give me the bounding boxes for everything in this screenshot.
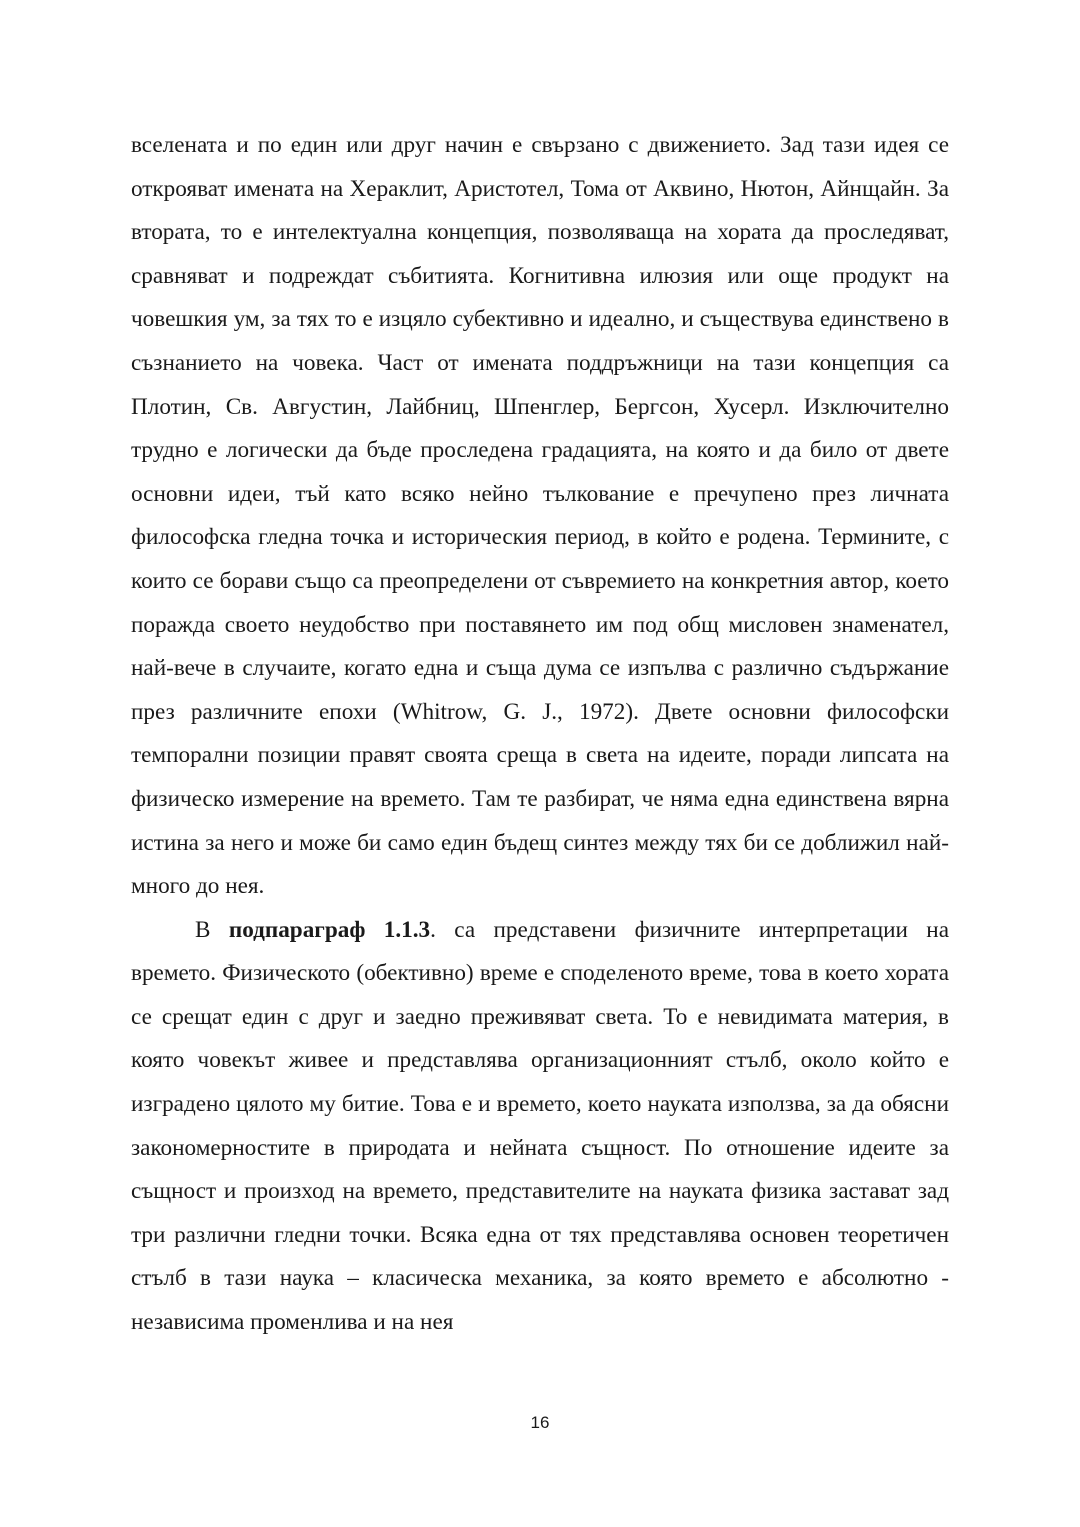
paragraph-lead: В: [195, 916, 229, 943]
paragraph-philosophical-time: вселената и по един или друг начин е свързано с движението. Зад тази идея се открояват имената на Хераклит, Аристотел, Тома от Аквино, Нютон, Айнщайн. За втората, то е интелектуална концепция, позволяваща на хората да проследяват, сравняват и подреждат събитията. Когнитивна илюзия или още продукт на човешкия ум, за тях то е изцяло субективно и идеално, и съществува единствено в съзнанието на човека. Част от имената поддръжници на тази концепция са Плотин, Св. Августин, Лайбниц, Шпенглер, Бергсон, Хусерл. Изключително трудно е логически да бъде проследена градацията, на която и да било от двете основни идеи, тъй като всяко нейно тълкование е пречупено през личната философска гледна точка и историческия период, в който е родена. Термините, с които се борави също са преопределени от съвремието на конкретния автор, което поражда своето неудобство при поставянето им под общ мисловен знаменател, най-вече в случаите, когато една и съща дума се изпълва с различно съдържание през различните епохи (Whitrow, G. J., 1972). Двете основни философски темпорални позиции правят своята среща в света на идеите, поради липсата на физическо измерение на времето. Там те разбират, че няма една единствена вярна истина за него и може би само един бъдещ синтез между тях би се доближил най-много до нея.: [131, 132, 949, 900]
body-text: [131, 124, 949, 1345]
subparagraph-reference: подпараграф 1.1.3: [228, 916, 431, 943]
paragraph-physical-time: [131, 909, 949, 1345]
page-number: 16: [530, 1413, 550, 1432]
paragraph-body: . са представени физичните интерпретации на времето. Физическото (обективно) време е споделеното време, това в което хората се срещат един с друг и заедно преживяват света. То е невидимата материя, в която човекът живее и представлява организационният стълб, около който е изградено цялото му битие. Това е и времето, което науката използва, за да обясни закономерностите в природата и нейната същност. По отношение идеите за същност и произход на времето, представителите на науката физика застават зад три различни гледни точки. Всяка една от тях представлява основен теоретичен стълб в тази наука – класическа механика, за която времето е абсолютно - независима променлива и на нея: [131, 916, 949, 1336]
